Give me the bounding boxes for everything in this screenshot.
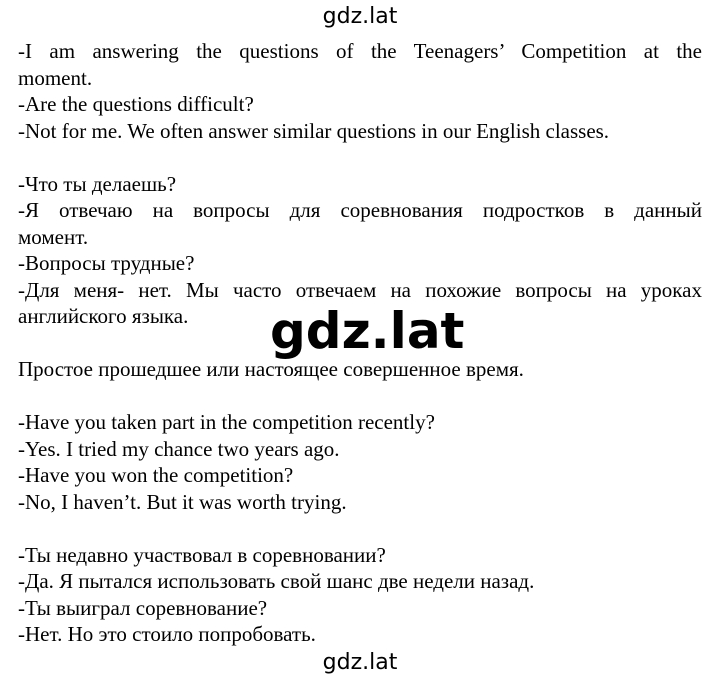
watermark-top: gdz.lat (322, 4, 398, 29)
text-line: -Нет. Но это стоило попробовать. (18, 622, 316, 646)
watermark-bottom: gdz.lat (322, 650, 398, 675)
section-heading: Простое прошедшее или настоящее совершенное время. (18, 357, 524, 381)
watermark-center: gdz.lat (270, 302, 465, 360)
text-line: -Ты выиграл соревнование? (18, 595, 268, 620)
text-line: английского языка. (18, 304, 189, 328)
text-line: -Я отвечаю на вопросы для соревнования подростков в данный (18, 198, 702, 222)
text-line: -No, I haven’t. But it was worth trying. (18, 489, 347, 514)
text-line: -Have you taken part in the competition recently? (18, 410, 435, 434)
text-line: -Для меня- нет. Мы часто отвечаем на похожие вопросы на уроках (18, 277, 702, 302)
text-line: moment. (18, 65, 93, 90)
text-line: -Ты недавно участвовал в соревновании? (18, 542, 386, 567)
spacer (18, 144, 702, 171)
text-line: -Are the questions difficult? (18, 92, 254, 116)
text-line: -Not for me. We often answer similar questions in our English classes. (18, 118, 610, 143)
text-line: -Что ты делаешь? (18, 171, 177, 196)
spacer (18, 383, 702, 410)
text-line: момент. (18, 224, 89, 249)
text-line: -I am answering the questions of the Teenagers’ Competition at the (18, 39, 702, 63)
spacer (18, 515, 702, 542)
text-line: -Yes. I tried my chance two years ago. (18, 436, 340, 461)
text-line: -Have you won the competition? (18, 463, 294, 487)
text-line: -Вопросы трудные? (18, 251, 195, 275)
text-line: -Да. Я пытался использовать свой шанс две недели назад. (18, 569, 535, 593)
